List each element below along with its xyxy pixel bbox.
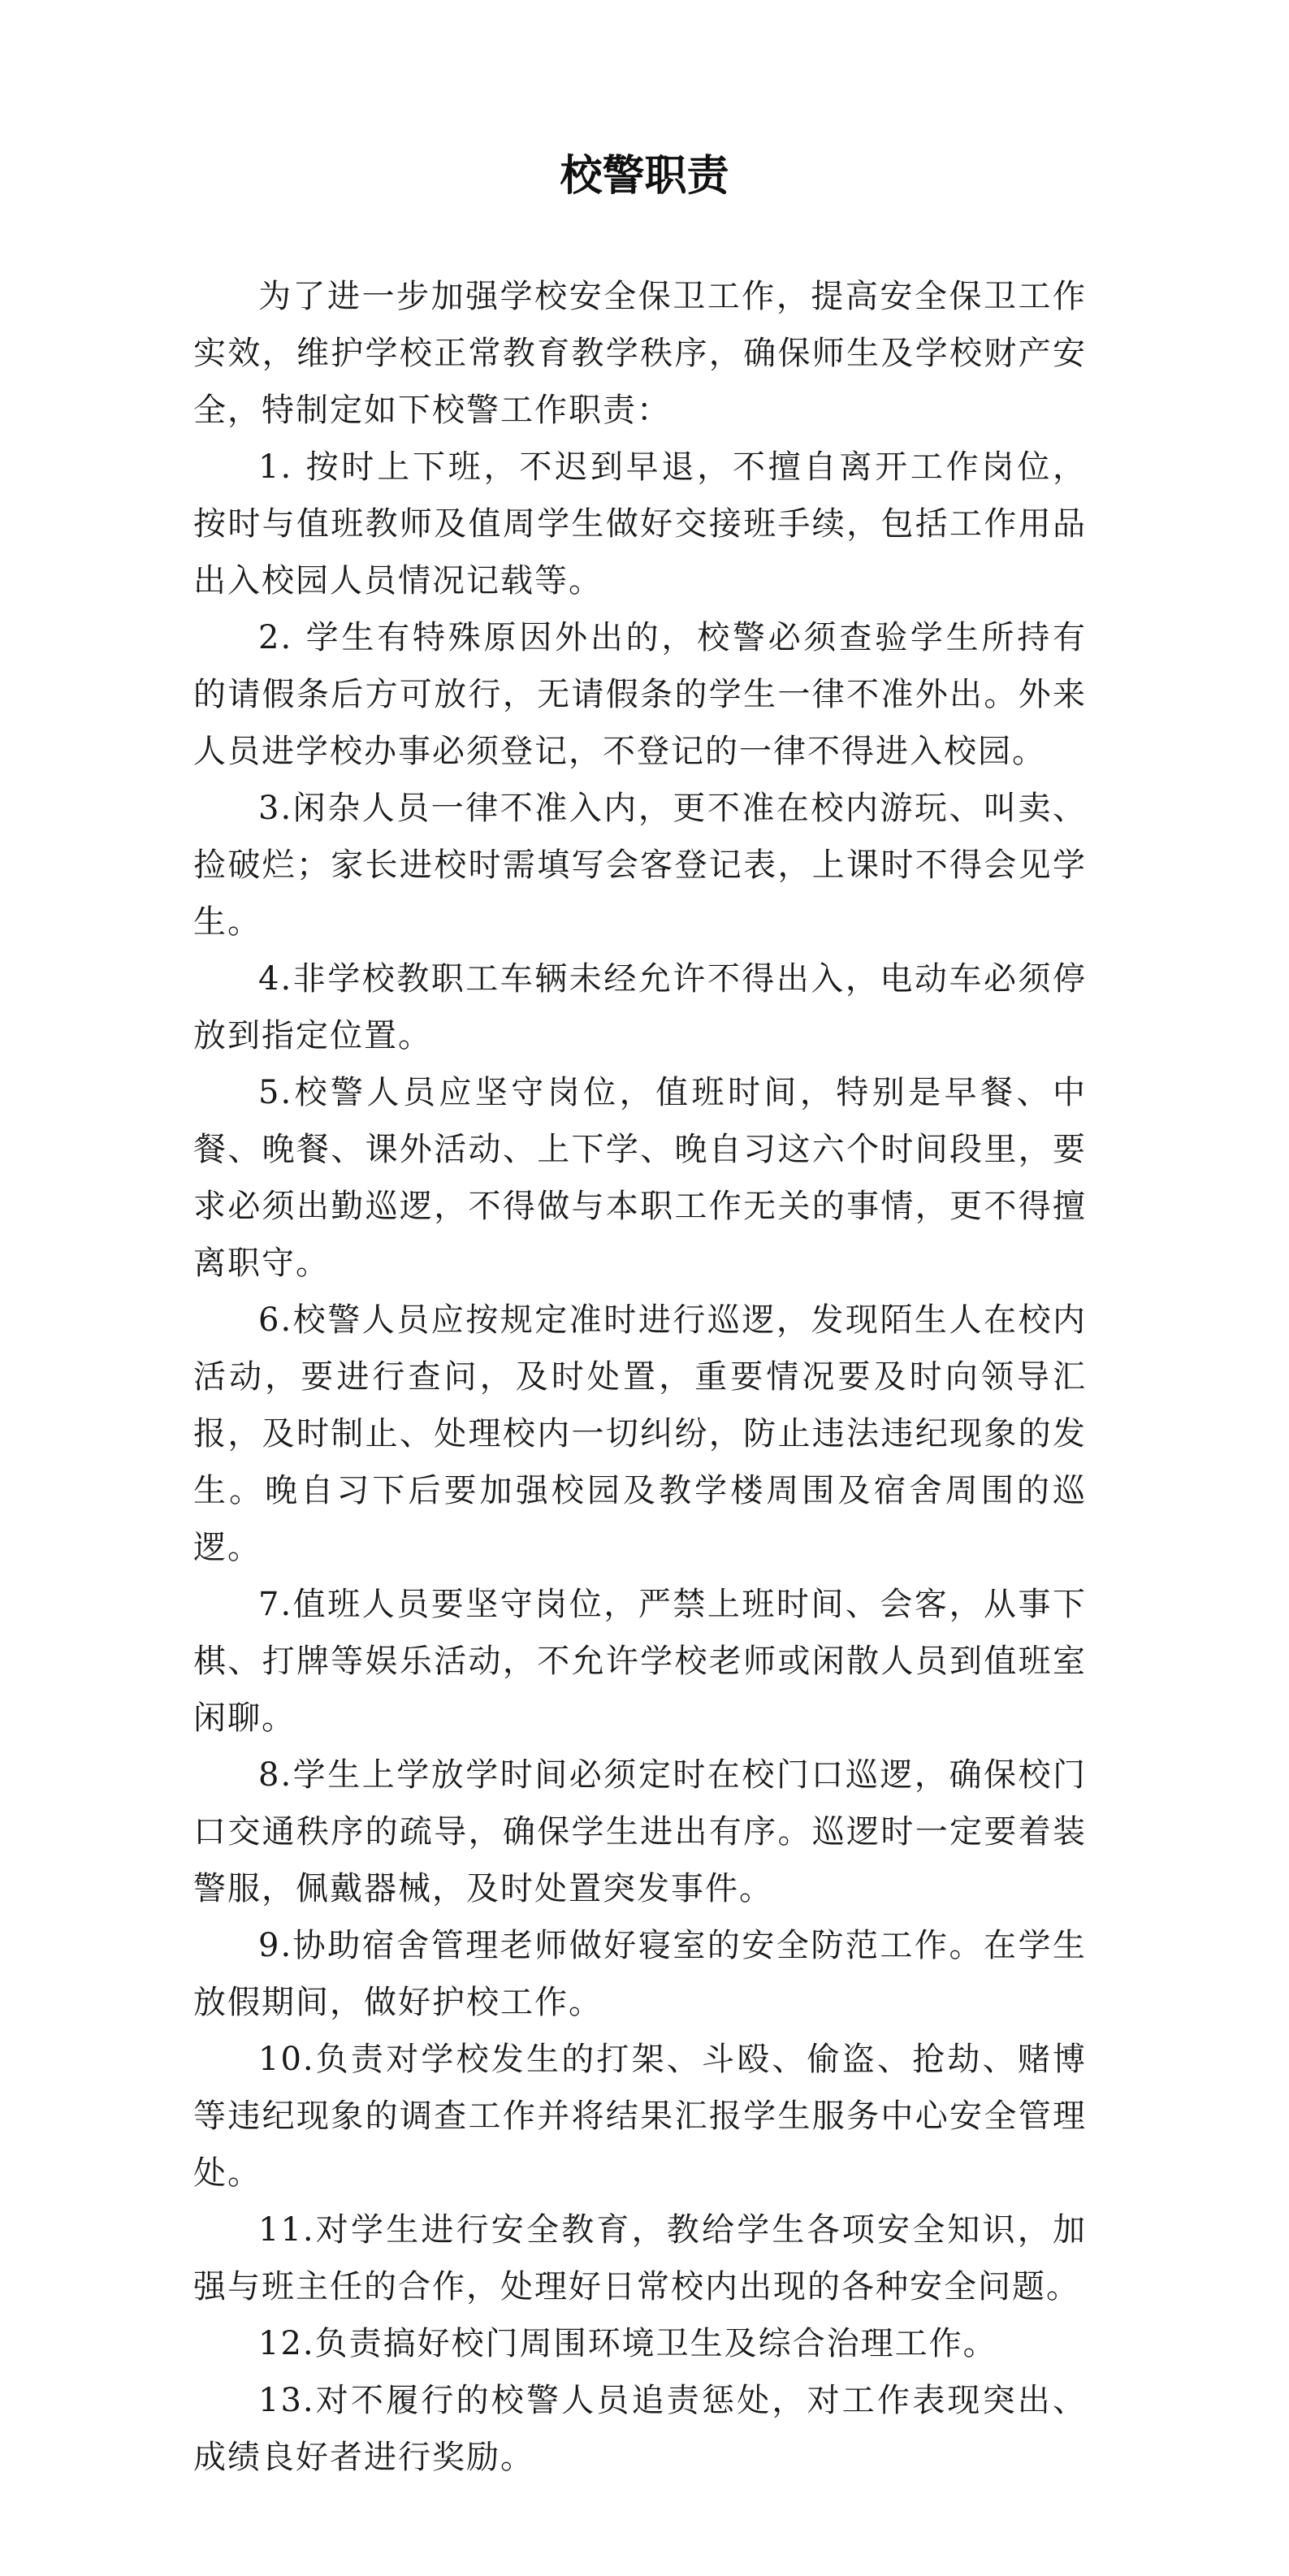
duty-item-6: 6.校警人员应按规定准时进行巡逻，发现陌生人在校内活动，要进行查问，及时处置，重要情况要及时向领导汇报，及时制止、处理校内一切纠纷，防止违法违纪现象的发生。晚自习下后要加强校园及教学楼周围及宿舍周围的巡逻。 — [193, 1301, 1087, 1566]
duty-item-13: 13.对不履行的校警人员追责惩处，对工作表现突出、成绩良好者进行奖励。 — [193, 2382, 1087, 2476]
document-body — [193, 268, 1087, 2486]
duty-item-1: 1. 按时上下班，不迟到早退，不擅自离开工作岗位，按时与值班教师及值周学生做好交接班手续，包括工作用品出入校园人员情况记载等。 — [193, 448, 1087, 600]
duty-item-3: 3.闲杂人员一律不准入内，更不准在校内游玩、叫卖、捡破烂；家长进校时需填写会客登记表，上课时不得会见学生。 — [193, 790, 1087, 941]
duty-item-11: 11.对学生进行安全教育，教给学生各项安全知识，加强与班主任的合作，处理好日常校内出现的各种安全问题。 — [193, 2211, 1087, 2305]
intro-paragraph: 为了进一步加强学校安全保卫工作，提高安全保卫工作实效，维护学校正常教育教学秩序，确保师生及学校财产安全，特制定如下校警工作职责： — [193, 278, 1087, 429]
duty-item-12: 12.负责搞好校门周围环境卫生及综合治理工作。 — [258, 2325, 997, 2362]
duty-item-9: 9.协助宿舍管理老师做好寝室的安全防范工作。在学生放假期间，做好护校工作。 — [193, 1927, 1087, 2021]
duty-item-8: 8.学生上学放学时间必须定时在校门口巡逻，确保校门口交通秩序的疏导，确保学生进出有序。巡逻时一定要着装警服，佩戴器械，及时处置突发事件。 — [193, 1756, 1087, 1907]
duty-item-5: 5.校警人员应坚守岗位，值班时间，特别是早餐、中餐、晚餐、课外活动、上下学、晚自习这六个时间段里，要求必须出勤巡逻，不得做与本职工作无关的事情，更不得擅离职守。 — [193, 1074, 1087, 1282]
duty-item-2: 2. 学生有特殊原因外出的，校警必须查验学生所持有的请假条后方可放行，无请假条的学生一律不准外出。外来人员进学校办事必须登记，不登记的一律不得进入校园。 — [193, 619, 1087, 770]
document-title: 校警职责 — [560, 152, 729, 201]
duty-item-4: 4.非学校教职工车辆未经允许不得出入，电动车必须停放到指定位置。 — [193, 960, 1087, 1054]
duty-item-10: 10.负责对学校发生的打架、斗殴、偷盗、抢劫、赌博等违纪现象的调查工作并将结果汇报学生服务中心安全管理处。 — [193, 2041, 1087, 2192]
duty-item-7: 7.值班人员要坚守岗位，严禁上班时间、会客，从事下棋、打牌等娱乐活动，不允许学校老师或闲散人员到值班室闲聊。 — [193, 1586, 1087, 1737]
